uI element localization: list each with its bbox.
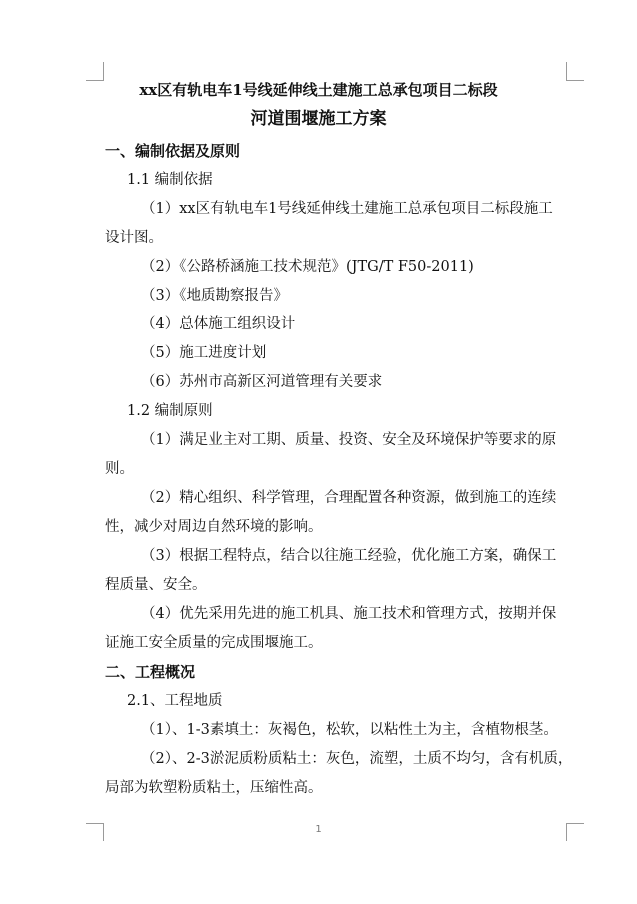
section-2-heading: 二、工程概况 — [105, 663, 196, 681]
principle-item-3-cont: 程质量、安全。 — [105, 577, 207, 593]
section-1-heading: 一、编制依据及原则 — [105, 142, 241, 160]
basis-item-1-cont: 设计图。 — [105, 230, 163, 246]
principle-item-1-cont: 则。 — [105, 461, 134, 477]
section-2-1-heading: 2.1、工程地质 — [127, 693, 223, 709]
principle-item-3: （3）根据工程特点，结合以往施工经验，优化施工方案，确保工 — [141, 548, 557, 564]
basis-item-6: （6）苏州市高新区河道管理有关要求 — [141, 374, 383, 390]
crop-mark-top-left-v — [103, 62, 104, 80]
principle-item-4: （4）优先采用先进的施工机具、施工技术和管理方式，按期并保 — [141, 606, 557, 622]
basis-item-1: （1）xx区有轨电车1号线延伸线土建施工总承包项目二标段施工 — [141, 201, 553, 217]
basis-item-3: （3）《地质勘察报告》 — [141, 288, 288, 304]
section-1-1-heading: 1.1 编制依据 — [127, 172, 213, 188]
principle-item-1: （1）满足业主对工期、质量、投资、安全及环境保护等要求的原 — [141, 432, 557, 448]
geology-item-1: （1）、1-3素填土：灰褐色，松软，以粘性土为主，含植物根茎。 — [141, 722, 558, 738]
document-title-line1: xx区有轨电车1号线延伸线土建施工总承包项目二标段 — [139, 81, 498, 99]
basis-item-4: （4）总体施工组织设计 — [141, 316, 296, 332]
principle-item-2: （2）精心组织、科学管理，合理配置各种资源，做到施工的连续 — [141, 490, 557, 506]
section-1-2-heading: 1.2 编制原则 — [127, 403, 213, 419]
basis-item-2: （2）《公路桥涵施工技术规范》(JTG/T F50-2011) — [141, 259, 474, 275]
crop-mark-top-right-v — [566, 62, 567, 80]
basis-item-5: （5）施工进度计划 — [141, 345, 267, 361]
principle-item-2-cont: 性，减少对周边自然环境的影响。 — [105, 519, 323, 535]
document-title-line2: 河道围堰施工方案 — [250, 109, 387, 129]
geology-item-2-cont: 局部为软塑粉质粘土，压缩性高。 — [105, 780, 323, 796]
page-number: 1 — [315, 824, 322, 835]
geology-item-2: （2）、2-3淤泥质粉质粘土：灰色，流塑，土质不均匀，含有机质， — [141, 751, 573, 767]
principle-item-4-cont: 证施工安全质量的完成围堰施工。 — [105, 635, 323, 651]
